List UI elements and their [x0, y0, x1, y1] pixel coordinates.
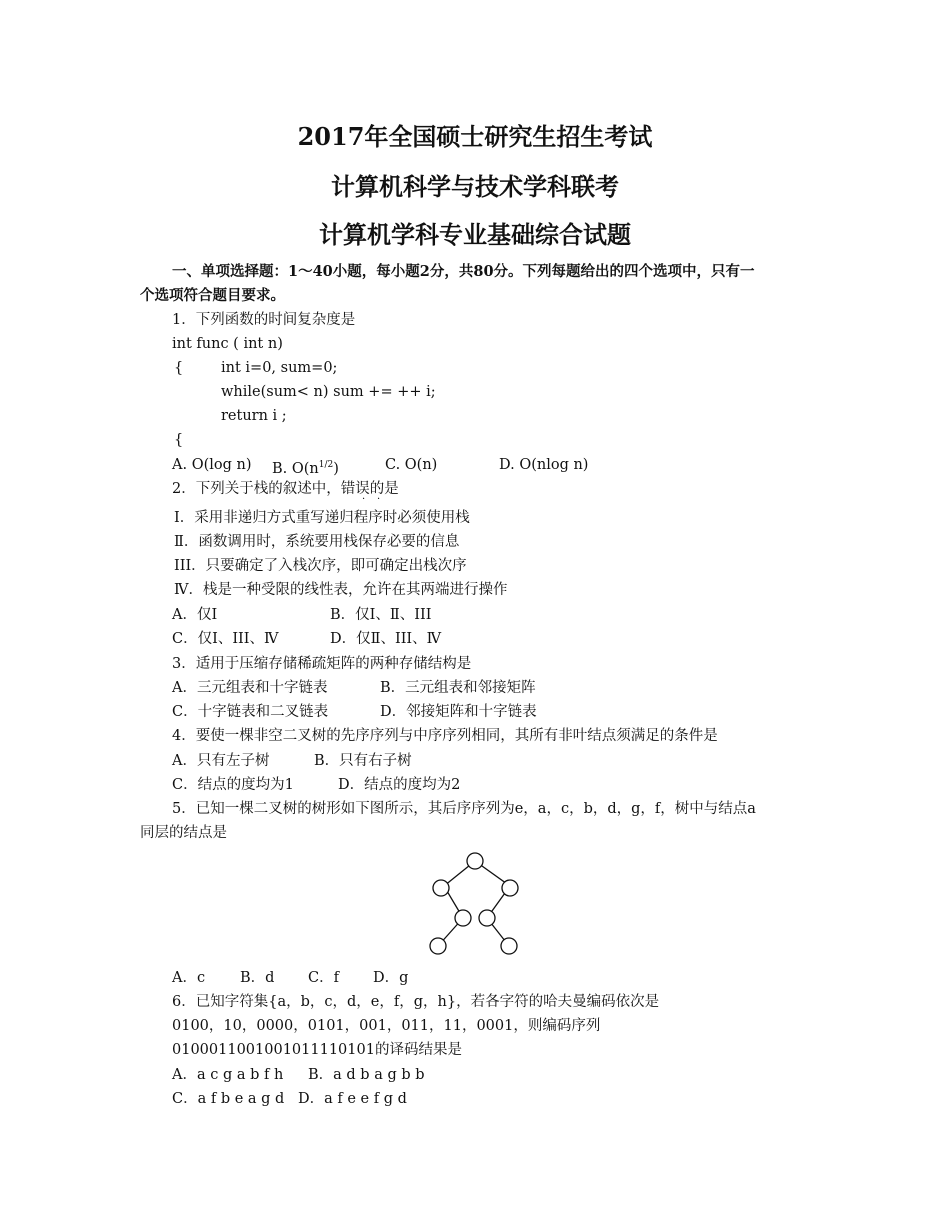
q6-stem: 6．已知字符集{a，b，c，d，e，f，g，h}，若各字符的哈夫曼编码依次是: [172, 994, 660, 1010]
q1-code-line: while(sum< n) sum += ++ i;: [221, 384, 436, 400]
exam-paper-title: 计算机学科专业基础综合试题: [319, 220, 631, 249]
q6-option-d: D．a f e e f g d: [298, 1091, 407, 1107]
q5-option-d: D．g: [373, 970, 409, 986]
tree-node: [455, 910, 471, 926]
tree-node: [430, 938, 446, 954]
q2-item: Ⅳ．栈是一种受限的线性表，允许在其两端进行操作: [174, 582, 508, 598]
q2-stem: 2．下列关于栈的叙述中，错误的是: [172, 481, 399, 497]
q6-option-a: A．a c g a b f h: [172, 1067, 284, 1083]
q2-item: Ⅰ．采用非递归方式重写递归程序时必须使用栈: [174, 510, 470, 526]
q6-option-b: B．a d b a g b b: [308, 1067, 425, 1083]
emphasis-dot: ·: [377, 494, 381, 505]
tree-node: [501, 938, 517, 954]
q1-stem: 1．下列函数的时间复杂度是: [172, 312, 356, 328]
q4-option-a: A．只有左子树: [172, 753, 270, 769]
q5-option-b: B．d: [240, 970, 275, 986]
tree-node: [467, 853, 483, 869]
exam-subtitle: 计算机科学与技术学科联考: [331, 172, 619, 201]
q6-stem-codes: 0100，10，0000，0101，001，011，11，0001，则编码序列: [172, 1018, 601, 1034]
q2-option-c: C．仅Ⅰ、III、Ⅳ: [172, 631, 279, 647]
binary-tree-diagram: [425, 848, 535, 958]
q1-code-line: {: [174, 360, 184, 376]
q3-option-c: C．十字链表和二叉链表: [172, 704, 329, 720]
q1-option-a: A. O(log n): [172, 457, 252, 473]
q1-code-line: return i ;: [221, 408, 287, 424]
q1-code-line: int i=0, sum=0;: [221, 360, 338, 376]
tree-node: [479, 910, 495, 926]
q2-option-b: B．仅Ⅰ、Ⅱ、III: [330, 607, 432, 623]
q3-option-a: A．三元组表和十字链表: [172, 680, 328, 696]
q2-option-a: A．仅Ⅰ: [172, 607, 218, 623]
q3-option-d: D．邻接矩阵和十字链表: [380, 704, 537, 720]
q2-item: Ⅱ．函数调用时，系统要用栈保存必要的信息: [174, 534, 460, 550]
q3-stem: 3．适用于压缩存储稀疏矩阵的两种存储结构是: [172, 656, 472, 672]
q2-option-d: D．仅Ⅱ、III、Ⅳ: [330, 631, 442, 647]
q5-option-c: C．f: [308, 970, 339, 986]
q6-stem-sequence: 0100011001001011110101的译码结果是: [172, 1042, 462, 1058]
section-instruction-line2: 个选项符合题目要求。: [140, 287, 285, 304]
section-instruction-line1: 一、单项选择题：1～40小题，每小题2分，共80分。下列每题给出的四个选项中，只有一: [172, 263, 755, 280]
q1-code-line: {: [174, 432, 184, 448]
tree-node: [433, 880, 449, 896]
q1-option-b: B. $O(n^{1/2})$: [272, 460, 339, 477]
q6-option-c: C．a f b e a g d: [172, 1091, 285, 1107]
q2-item: III．只要确定了入栈次序，即可确定出栈次序: [174, 558, 467, 574]
exam-title: 2017年全国硕士研究生招生考试: [297, 122, 653, 151]
q4-option-d: D．结点的度均为2: [338, 777, 461, 793]
tree-node: [502, 880, 518, 896]
q4-stem: 4．要使一棵非空二叉树的先序序列与中序序列相同，其所有非叶结点须满足的条件是: [172, 728, 718, 744]
emphasis-dot: ·: [362, 494, 366, 505]
q1-option-d: D. O(nlog n): [499, 457, 589, 473]
q3-option-b: B．三元组表和邻接矩阵: [380, 680, 536, 696]
q1-option-c: C. O(n): [385, 457, 438, 473]
q5-stem: 5．已知一棵二叉树的树形如下图所示，其后序序列为e，a，c，b，d，g，f，树中与结点a: [172, 801, 756, 817]
q4-option-c: C．结点的度均为1: [172, 777, 294, 793]
q5-option-a: A．c: [172, 970, 206, 986]
q1-code-line: int func ( int n): [172, 336, 283, 352]
q5-stem-continued: 同层的结点是: [140, 825, 227, 841]
q4-option-b: B．只有右子树: [314, 753, 412, 769]
